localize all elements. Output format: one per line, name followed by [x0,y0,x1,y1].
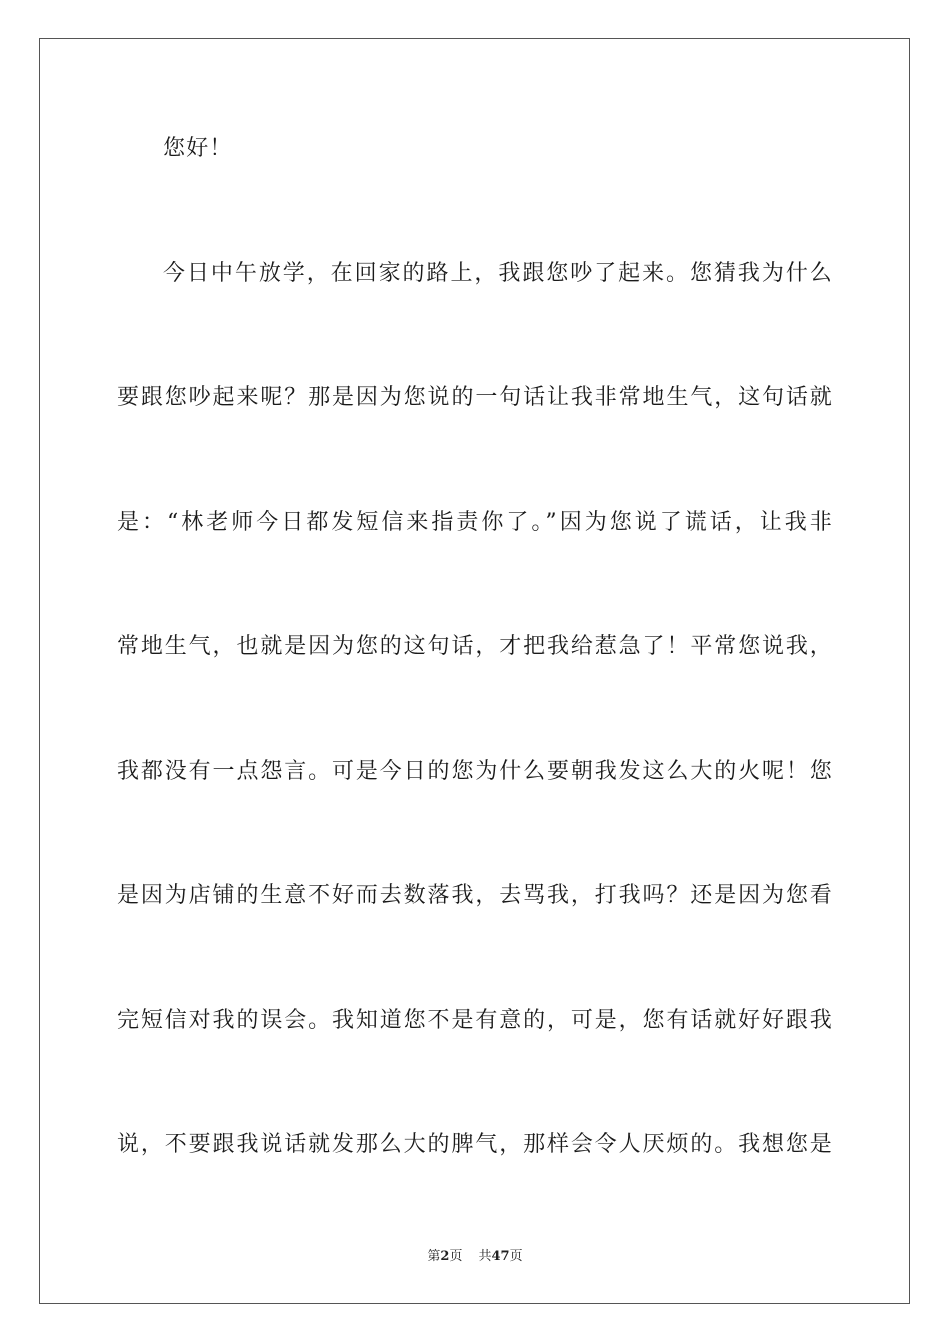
paragraph-line-2: 要跟您吵起来呢？那是因为您说的一句话让我非常地生气，这句话就 [117,385,833,410]
greeting-line: 您好！ [163,136,233,161]
page-suffix: 页 [449,1249,463,1264]
page-footer [0,1248,950,1266]
total-suffix: 页 [509,1249,523,1264]
paragraph-line-1: 今日中午放学，在回家的路上，我跟您吵了起来。您猜我为什么 [163,261,833,286]
paragraph-line-6: 是因为店铺的生意不好而去数落我，去骂我，打我吗？还是因为您看 [117,883,833,908]
total-prefix: 共 [478,1249,492,1264]
page-prefix: 第 [427,1249,441,1264]
paragraph-line-3: 是：“林老师今日都发短信来指责你了。”因为您说了谎话，让我非 [117,510,833,535]
total-page-count: 47 [491,1249,510,1264]
current-page-number: 2 [440,1249,450,1264]
paragraph-line-5: 我都没有一点怨言。可是今日的您为什么要朝我发这么大的火呢！您 [117,759,833,784]
paragraph-line-4: 常地生气，也就是因为您的这句话，才把我给惹急了！平常您说我， [117,634,833,659]
paragraph-line-8: 说，不要跟我说话就发那么大的脾气，那样会令人厌烦的。我想您是 [117,1132,833,1157]
paragraph-line-7: 完短信对我的误会。我知道您不是有意的，可是，您有话就好好跟我 [117,1008,833,1033]
page-border [39,38,910,1304]
